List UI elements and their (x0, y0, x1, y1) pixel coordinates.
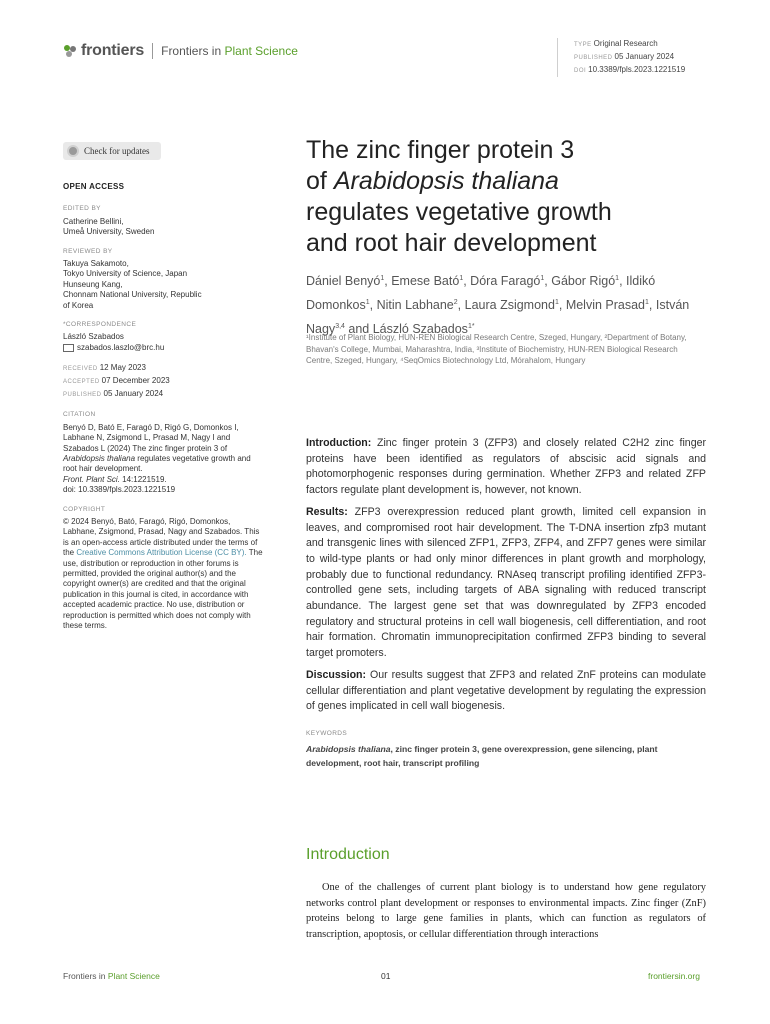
copyright-text-2: The use, distribution or reproduction in other forums is permitted, provided the original author(s) and the copyright owner(s) are credited and that the original publication in this journal is cited, in accordance with accepted academic practice. No use, distribution or reproduction is permitted which does not comply with these terms. (63, 548, 263, 630)
abstract-intro-label: Introduction: (306, 437, 372, 449)
author-affiliation-marker: 1 (365, 299, 370, 307)
published-label: PUBLISHED (574, 55, 613, 61)
reviewed-by-section (63, 247, 263, 311)
mail-icon (63, 344, 74, 352)
correspondence-label: *CORRESPONDENCE (63, 321, 137, 329)
journal-name (161, 44, 298, 58)
citation-text (63, 423, 263, 496)
correspondence-email[interactable]: szabados.laszlo@brc.hu (77, 342, 165, 352)
page-number: 01 (381, 971, 391, 981)
citation-label: CITATION (63, 411, 96, 419)
author-name[interactable]: Dániel Benyó (306, 274, 381, 289)
accepted-date: 07 December 2023 (101, 376, 170, 386)
journal-prefix: Frontiers in (161, 44, 222, 58)
copyright-section (63, 505, 263, 632)
citation-volume: 14:1221519. (122, 474, 167, 484)
logo-divider (152, 43, 153, 59)
reviewer-affiliation: Tokyo University of Science, Japan (63, 269, 188, 279)
type-label: TYPE (574, 42, 592, 48)
author-name[interactable]: László Szabados (372, 322, 468, 337)
footer-journal[interactable] (63, 971, 160, 981)
author-affiliation-marker: 1 (540, 275, 545, 282)
abstract-introduction (306, 436, 706, 499)
author-name[interactable]: Gábor Rigó (551, 274, 616, 289)
frontiers-logo[interactable] (63, 42, 298, 60)
reviewer-name: Hunseung Kang, (63, 279, 123, 289)
edited-by-section (63, 204, 263, 237)
received-date: 12 May 2023 (99, 363, 146, 373)
author-name[interactable]: István Nagy (306, 298, 690, 337)
citation-journal: Front. Plant Sci. (63, 474, 120, 484)
abstract (306, 436, 706, 721)
published-value: 05 January 2024 (614, 52, 675, 61)
section-heading-introduction: Introduction (306, 846, 390, 863)
doi-label: DOI (574, 68, 587, 74)
title-of: of (306, 167, 327, 195)
author-name[interactable]: Nitin Labhane (376, 298, 454, 313)
author-list: Dániel Benyó$^1$, Emese Bató$^1$, Dóra Faragó$^1$, Gábor Rigó$^1$, Ildikó Domonkos$^1$, Nitin Labhane$^2$, Laura Zsigmond$^1$, Melvin Prasad$^1$, István Nagy$^{3,4}$ and László Szabados$^{1*}$ (306, 274, 690, 337)
cc-license-link[interactable]: Creative Commons Attribution License (CC BY). (76, 548, 247, 558)
correspondence-section (63, 320, 263, 353)
footer-site-link[interactable]: frontiersin.org (648, 971, 700, 981)
author-name[interactable]: Emese Bató (391, 274, 460, 289)
check-updates-label: Check for updates (84, 146, 150, 156)
author-name[interactable]: Dóra Faragó (470, 274, 541, 289)
brand-name: frontiers (81, 42, 145, 59)
received-label: RECEIVED (63, 366, 98, 373)
editor-affiliation: Umeå University, Sweden (63, 227, 155, 237)
author-name[interactable]: Laura Zsigmond (464, 298, 555, 313)
keywords-rest: , zinc finger protein 3, gene overexpression, gene silencing, plant development, root hair, transcript profiling (306, 744, 658, 768)
abstract-results (306, 505, 706, 662)
open-access-label: OPEN ACCESS (63, 182, 125, 191)
abstract-intro-text: Zinc finger protein 3 (ZFP3) and closely related C2H2 zinc finger proteins have been identified as regulators of abscisic acid signals and photomorphogenic responses during germination. Whether ZFP3 and related ZFP factors regulate plant development is, however, not known. (306, 437, 706, 497)
abstract-discussion-text: Our results suggest that ZFP3 and related ZnF proteins can modulate cellular differentiation and plant vegetative development by regulating the expression of genes implicated in cell wall biogenesis. (306, 668, 707, 713)
dates-section (63, 362, 263, 401)
update-badge-icon (67, 145, 79, 157)
citation-doi[interactable]: doi: 10.3389/fpls.2023.1221519 (63, 485, 176, 495)
author-name[interactable]: Melvin Prasad (565, 298, 646, 313)
correspondence-name: László Szabados (63, 332, 124, 342)
author-affiliation-marker: 1 (380, 275, 385, 282)
published-label: PUBLISHED (63, 392, 102, 399)
footer-journal-name: Plant Science (107, 971, 160, 981)
citation-authors: Benyó D, Bató E, Faragó D, Rigó G, Domonkos I, Labhane N, Zsigmond L, Prasad M, Nagy I and Szabados L (2024) The zinc finger protein 3 of (63, 422, 239, 453)
author-affiliation-marker: 1 (645, 299, 649, 307)
copyright-text-1: © 2024 Benyó, Bató, Faragó, Rigó, Domonkos, Labhane, Zsigmond, Prasad, Nagy and Szabados. This is an open-access article distributed under the terms of the (63, 516, 260, 558)
check-for-updates-button[interactable] (63, 142, 161, 160)
reviewed-by-label: REVIEWED BY (63, 247, 113, 255)
citation-rest: regulates vegetative growth and root hair development. (63, 453, 251, 474)
abstract-results-label: Results: (306, 505, 348, 518)
article-sidebar (63, 182, 263, 640)
introduction-paragraph: One of the challenges of current plant biology is to understand how gene regulatory networks control plant development or responses to environmental impacts. Zinc finger (ZnF) proteins belong to large gene families in plants, which can function as regulators of transcription, apoptosis, or cellular differentiation through interactions (306, 882, 706, 940)
edited-by-label: EDITED BY (63, 205, 101, 213)
footer-journal-prefix: Frontiers in (63, 971, 106, 981)
type-value: Original Research (593, 39, 658, 48)
affiliations: ¹Institute of Plant Biology, HUN-REN Biological Research Centre, Szeged, Hungary, ²Department of Botany, Bhavan's College, Mumbai, Maharashtra, India, ³Institute of Biochemistry, HUN-REN Biological Research Centre, Szeged, Hungary, ⁴SeqOmics Biotechnology Ltd, Mórahalom, Hungary (306, 333, 687, 365)
title-species: Arabidopsis thaliana (333, 167, 559, 195)
abstract-discussion (306, 668, 706, 715)
copyright-text (63, 517, 263, 631)
title-line (306, 166, 696, 197)
reviewer-name: Takuya Sakamoto, (63, 259, 129, 269)
article-title (306, 135, 696, 259)
accepted-label: ACCEPTED (63, 379, 100, 386)
reviewer-affiliation: Chonnam National University, Republic (63, 290, 202, 300)
title-line: The zinc finger protein 3 (306, 136, 575, 164)
article-meta-block (557, 38, 685, 77)
correspondence-email-row[interactable] (63, 343, 263, 353)
author-affiliation-marker: 1 (459, 275, 464, 282)
author-name[interactable]: Ildikó Domonkos (306, 274, 656, 313)
title-line: and root hair development (306, 229, 597, 257)
reviewer-affiliation: of Korea (63, 300, 94, 310)
author-affiliation-marker: 1 (615, 275, 620, 282)
published-date: 05 January 2024 (103, 389, 164, 399)
frontiers-leaf-icon (63, 44, 77, 58)
author-affiliation-marker: 1 (554, 299, 559, 307)
citation-species: Arabidopsis thaliana (63, 453, 136, 463)
journal-title: Plant Science (224, 44, 298, 58)
title-line: regulates vegetative growth (306, 198, 612, 226)
author-affiliation-marker: 2 (453, 299, 458, 307)
author-affiliation-marker: 1* (467, 323, 475, 331)
doi-value[interactable]: 10.3389/fpls.2023.1221519 (588, 65, 686, 74)
citation-section (63, 410, 263, 495)
keyword-species: Arabidopsis thaliana (306, 744, 391, 754)
keywords-label: KEYWORDS (306, 730, 348, 737)
author-affiliation-marker: 3,4 (335, 323, 345, 331)
keywords (306, 742, 706, 770)
abstract-results-text: ZFP3 overexpression reduced plant growth, limited cell expansion in leaves, and compromised root hair development. The T-DNA insertion zfp3 mutant and transgenic lines with silenced ZFP1, ZFP3, ZFP4, and ZFP7 genes were similar to wild-type plants or had only minor differences in plant growth and morphology, probably due to functional redundancy. RNAseq transcript profiling identified ZFP3-controlled gene sets, including targets of ABA signaling with reduced transcript abundance. The largest gene set that was downregulated by ZFP3 encoded regulatory and structural proteins in cell wall biogenesis, cell differentiation, and root hair formation. Chromatin immunoprecipitation confirmed ZFP3 binding to several target promoters. (306, 505, 706, 660)
editor-name: Catherine Bellini, (63, 216, 124, 226)
copyright-label: COPYRIGHT (63, 505, 106, 513)
abstract-discussion-label: Discussion: (306, 668, 367, 681)
